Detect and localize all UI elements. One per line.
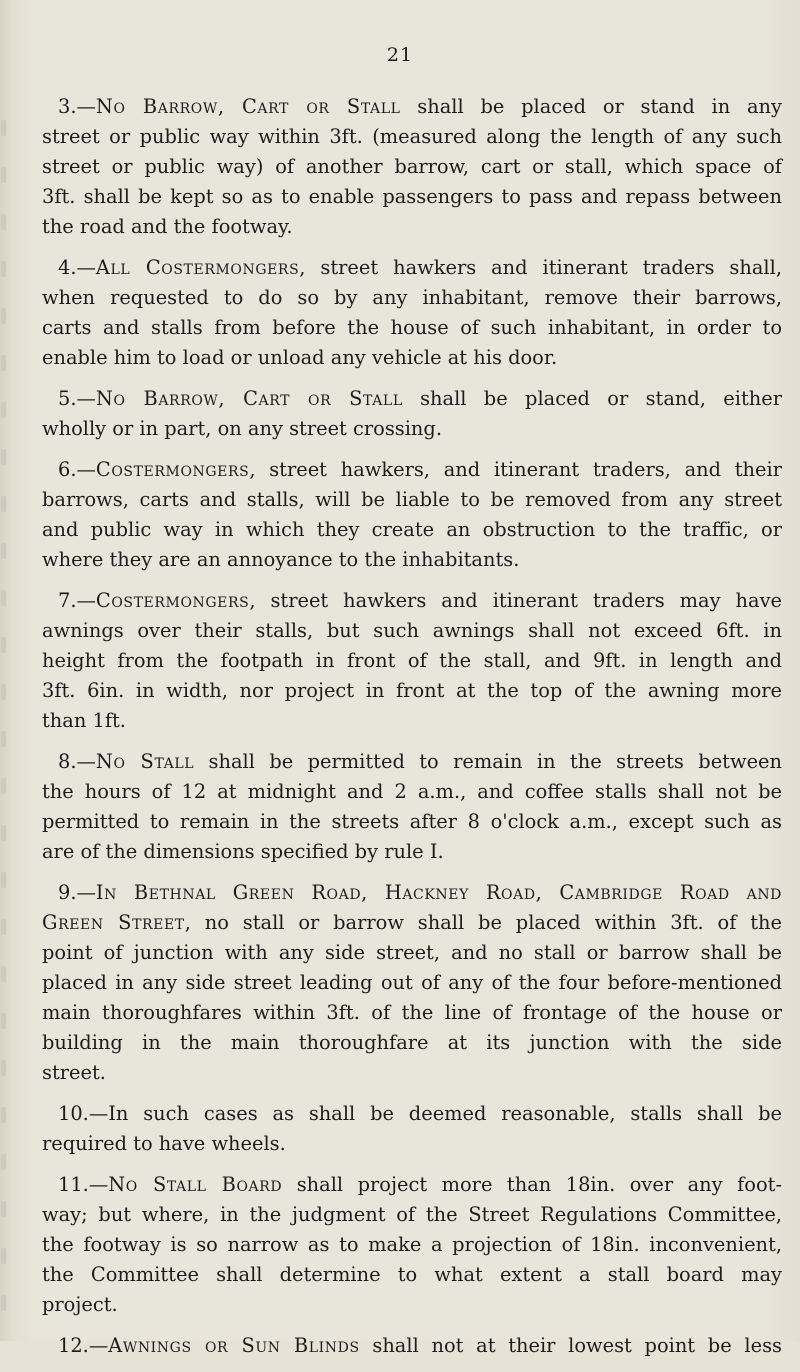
rule-paragraph <box>42 455 782 575</box>
text-line <box>42 616 782 646</box>
gutter-mark <box>1 1154 6 1170</box>
page-edge-shadow <box>0 0 14 1341</box>
text-line <box>42 676 782 706</box>
text-run: when requested to do so by any inhabitant, remove their barrows, <box>42 286 782 309</box>
text-run: street or public way) of another barrow, cart or stall, which space of <box>42 155 782 178</box>
text-line <box>42 837 782 867</box>
text-run: shall project more than 18in. over any foot- <box>282 1173 782 1196</box>
small-caps-heading: No Stall <box>95 750 195 773</box>
text-run: shall be placed or stand in any <box>400 95 782 118</box>
text-line <box>42 384 782 414</box>
text-line <box>42 313 782 343</box>
text-run: and public way in which they create an obstruction to the traffic, or <box>42 518 782 541</box>
text-line <box>42 343 782 373</box>
text-run: required to have wheels. <box>42 1132 286 1155</box>
text-run: , street hawkers and itinerant traders shall, <box>299 256 783 279</box>
text-line <box>42 92 782 122</box>
text-line <box>42 1129 782 1159</box>
text-run: 5.— <box>58 387 96 410</box>
text-line <box>42 515 782 545</box>
gutter-mark <box>1 1248 6 1264</box>
text-run: 3ft. 6in. in width, nor project in front at the top of the awning more <box>42 679 782 702</box>
text-line <box>42 253 782 283</box>
text-run: building in the main thoroughfare at its junction with the side <box>42 1031 782 1054</box>
text-run: height from the footpath in front of the stall, and 9ft. in length and <box>42 649 782 672</box>
text-run: 3ft. shall be kept so as to enable passengers to pass and repass between <box>42 185 782 208</box>
text-line <box>42 485 782 515</box>
text-line <box>42 807 782 837</box>
gutter-mark <box>1 637 6 653</box>
rule-paragraph <box>42 1331 782 1361</box>
text-line <box>42 152 782 182</box>
text-line <box>42 182 782 212</box>
text-run: 12.— <box>58 1334 109 1357</box>
gutter-mark <box>1 167 6 183</box>
text-run: where they are an annoyance to the inhabitants. <box>42 548 520 571</box>
text-run: the footway is so narrow as to make a projection of 18in. inconvenient, <box>42 1233 782 1256</box>
gutter-mark <box>1 590 6 606</box>
gutter-mark <box>1 731 6 747</box>
gutter-mark <box>1 449 6 465</box>
text-line <box>42 414 782 444</box>
text-line <box>42 1170 782 1200</box>
text-run: placed in any side street leading out of any of the four before-mentioned <box>42 971 782 994</box>
text-line <box>42 706 782 736</box>
text-run: are of the dimensions specified by rule I. <box>42 840 444 863</box>
text-run: , street hawkers and itinerant traders may have <box>249 589 782 612</box>
small-caps-heading: Costermongers <box>95 458 250 481</box>
text-run: , no stall or barrow shall be placed within 3ft. of the <box>184 911 783 934</box>
text-line <box>42 455 782 485</box>
text-line <box>42 545 782 575</box>
text-run: barrows, carts and stalls, will be liable to be removed from any street <box>42 488 782 511</box>
text-line <box>42 1290 782 1320</box>
text-line <box>42 212 782 242</box>
small-caps-heading: No Barrow, Cart or Stall <box>95 95 401 118</box>
gutter-mark <box>1 402 6 418</box>
gutter-mark <box>1 684 6 700</box>
text-run: point of junction with any side street, and no stall or barrow shall be <box>42 941 782 964</box>
rule-paragraph <box>42 92 782 242</box>
text-run: shall be placed or stand, either <box>402 387 782 410</box>
text-line <box>42 747 782 777</box>
gutter-mark <box>1 1060 6 1076</box>
text-run: 7.— <box>58 589 96 612</box>
small-caps-heading: In Bethnal Green Road, Hackney Road, Cambridge Road and <box>95 881 782 904</box>
text-line <box>42 1099 782 1129</box>
text-run: awnings over their stalls, but such awnings shall not exceed 6ft. in <box>42 619 782 642</box>
text-line <box>42 283 782 313</box>
text-run: shall be permitted to remain in the streets between <box>194 750 783 773</box>
gutter-mark <box>1 1295 6 1311</box>
gutter-mark <box>1 1013 6 1029</box>
text-run: than 1ft. <box>42 709 126 732</box>
rule-paragraph <box>42 384 782 444</box>
small-caps-heading: No Barrow, Cart or Stall <box>95 387 403 410</box>
text-line <box>42 908 782 938</box>
gutter-mark <box>1 966 6 982</box>
rule-paragraph <box>42 878 782 1088</box>
small-caps-heading: All Costermongers <box>95 256 300 279</box>
rule-paragraph <box>42 253 782 373</box>
text-line <box>42 1260 782 1290</box>
text-run: carts and stalls from before the house of such inhabitant, in order to <box>42 316 782 339</box>
text-run: 11.— <box>58 1173 109 1196</box>
text-line <box>42 1230 782 1260</box>
text-line <box>42 122 782 152</box>
text-run: street. <box>42 1061 106 1084</box>
page-number: 21 <box>386 44 414 66</box>
text-run: 3.— <box>58 95 96 118</box>
gutter-mark <box>1 214 6 230</box>
gutter-mark <box>1 872 6 888</box>
small-caps-heading: Costermongers <box>95 589 250 612</box>
text-run: , street hawkers, and itinerant traders, and their <box>249 458 782 481</box>
text-line <box>42 878 782 908</box>
gutter-mark <box>1 120 6 136</box>
gutter-mark <box>1 919 6 935</box>
rule-paragraph <box>42 1170 782 1320</box>
gutter-mark <box>1 1201 6 1217</box>
regulations-text <box>42 92 782 1372</box>
text-line <box>42 968 782 998</box>
text-line <box>42 1200 782 1230</box>
gutter-mark <box>1 261 6 277</box>
text-run: permitted to remain in the streets after 8 o'clock a.m., except such as <box>42 810 782 833</box>
gutter-mark <box>1 825 6 841</box>
rule-paragraph <box>42 747 782 867</box>
rule-paragraph <box>42 586 782 736</box>
text-run: the hours of 12 at midnight and 2 a.m., and coffee stalls shall not be <box>42 780 782 803</box>
text-line <box>42 586 782 616</box>
rule-paragraph <box>42 1099 782 1159</box>
text-run: 10.—In such cases as shall be deemed reasonable, stalls shall be <box>58 1102 782 1125</box>
text-line <box>42 777 782 807</box>
small-caps-heading: Green Street <box>42 911 185 934</box>
text-run: main thoroughfares within 3ft. of the line of frontage of the house or <box>42 1001 782 1024</box>
text-run: way; but where, in the judgment of the Street Regulations Committee, <box>42 1203 782 1226</box>
gutter-mark <box>1 308 6 324</box>
text-run: 6.— <box>58 458 96 481</box>
text-run: enable him to load or unload any vehicle at his door. <box>42 346 558 369</box>
text-line <box>42 1331 782 1361</box>
small-caps-heading: Awnings or Sun Blinds <box>108 1334 360 1357</box>
text-run: 9.— <box>58 881 96 904</box>
gutter-mark <box>1 778 6 794</box>
text-line <box>42 998 782 1028</box>
text-run: 8.— <box>58 750 96 773</box>
text-run: the Committee shall determine to what extent a stall board may <box>42 1263 782 1286</box>
small-caps-heading: No Stall Board <box>108 1173 283 1196</box>
gutter-mark <box>1 1107 6 1123</box>
text-run: wholly or in part, on any street crossing. <box>42 417 442 440</box>
gutter-mark <box>1 355 6 371</box>
text-run: project. <box>42 1293 118 1316</box>
gutter-mark <box>1 496 6 512</box>
gutter-mark <box>1 543 6 559</box>
text-line <box>42 938 782 968</box>
text-run: street or public way within 3ft. (measured along the length of any such <box>42 125 782 148</box>
text-line <box>42 1028 782 1058</box>
text-run: 4.— <box>58 256 96 279</box>
text-run: shall not at their lowest point be less <box>359 1334 782 1357</box>
text-run: the road and the footway. <box>42 215 293 238</box>
text-line <box>42 646 782 676</box>
text-line <box>42 1058 782 1088</box>
